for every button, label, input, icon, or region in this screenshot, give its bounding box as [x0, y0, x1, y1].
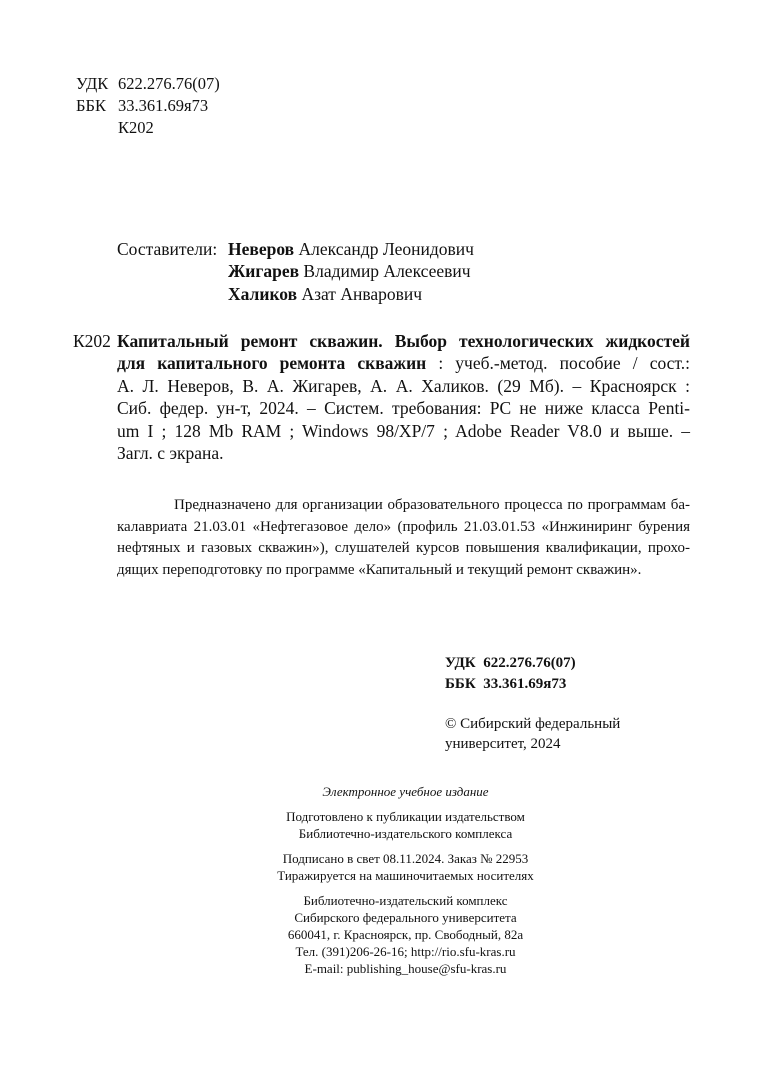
bibliographic-mark: К202: [73, 331, 111, 351]
annotation-line: Предназначено для организации образовательного процесса по программам ба-: [174, 497, 690, 513]
signed-line: Подписано в свет 08.11.2024. Заказ № 22953: [282, 851, 529, 866]
compilers-label: Составители:: [117, 239, 218, 259]
publisher-line: Сибирского федерального университета: [294, 910, 517, 925]
imprint: [210, 783, 601, 977]
publisher-line: Библиотечно-издательский комплекс: [303, 893, 508, 908]
prepared-line: Подготовлено к публикации издательством: [286, 809, 525, 824]
bbk-bottom: ББК 33.361.69я73: [445, 676, 567, 692]
email-line: E-mail: publishing_house@sfu-kras.ru: [304, 961, 507, 976]
bib-title-line: Капитальный ремонт скважин. Выбор технологических жидкостей: [117, 331, 690, 351]
copyright-line: университет, 2024: [445, 736, 561, 752]
udk-bottom: УДК 622.276.76(07): [445, 655, 576, 671]
author-mark-row: [76, 117, 220, 139]
phone-line: Тел. (391)206-26-16; http://rio.sfu-kras.ru: [295, 944, 516, 959]
replicated-line: Тиражируется на машиночитаемых носителях: [277, 868, 534, 883]
bib-line: для капитального ремонта скважин : учеб.-метод. пособие / сост.:: [117, 353, 691, 374]
bbk-value: 33.361.69я73: [118, 96, 209, 115]
copyright-line: © Сибирский федеральный: [445, 716, 621, 732]
bbk-row: [76, 95, 220, 117]
author-mark: К202: [118, 118, 154, 137]
compiler-name: Халиков Азат Анварович: [228, 283, 423, 304]
bibliographic-record: [117, 330, 690, 464]
compiler-row: [117, 260, 474, 282]
compiler-name: Неверов Александр Леонидович: [228, 239, 474, 259]
compilers-block: [117, 238, 474, 305]
bbk-label: ББК: [76, 96, 106, 115]
annotation-line: дящих переподготовку по программе «Капитальный и текущий ремонт скважин».: [117, 561, 642, 578]
bib-line: um I ; 128 Mb RAM ; Windows 98/XP/7 ; Adobe Reader V8.0 и выше. –: [117, 420, 690, 441]
udk-row: [76, 73, 220, 95]
edition-type: Электронное учебное издание: [322, 784, 489, 799]
bib-line: Сиб. федер. ун-т, 2024. – Систем. требования: PC не ниже класса Penti-: [117, 398, 690, 419]
annotation: [117, 495, 690, 581]
compiler-name: Жигарев Владимир Алексеевич: [228, 261, 471, 282]
annotation-line: нефтяных и газовых скважин»), слушателей курсов повышения квалификации, прохо-: [117, 540, 690, 556]
udk-label: УДК: [76, 74, 109, 93]
compiler-row: [117, 283, 474, 305]
classification-bottom: [445, 653, 576, 695]
compiler-row: [117, 238, 474, 260]
udk-value: 622.276.76(07): [118, 74, 220, 93]
address-line: 660041, г. Красноярск, пр. Свободный, 82а: [287, 927, 524, 942]
classification-top: [76, 73, 220, 139]
copyright: [445, 714, 620, 754]
bib-line: Загл. с экрана.: [117, 443, 224, 464]
prepared-line: Библиотечно-издательского комплекса: [298, 826, 513, 841]
annotation-line: калавриата 21.03.01 «Нефтегазовое дело» (профиль 21.03.01.53 «Инжиниринг бурения: [117, 518, 690, 535]
bib-line: А. Л. Неверов, В. А. Жигарев, А. А. Халиков. (29 Мб). – Красноярск :: [117, 375, 690, 396]
